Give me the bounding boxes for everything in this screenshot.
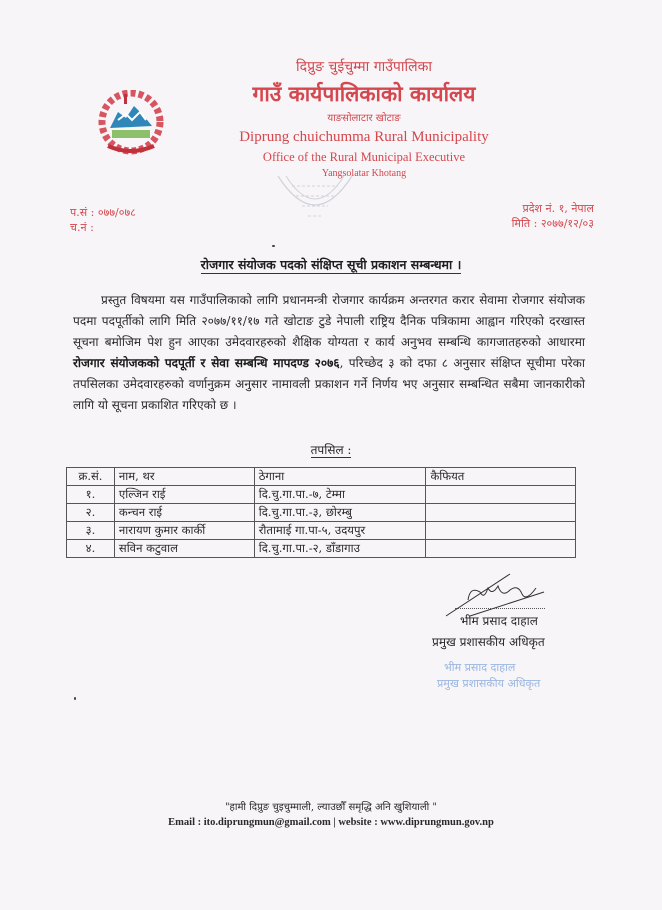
notice-body: प्रस्तुत विषयमा यस गाउँपालिकाको लागि प्रधानमन्त्री रोजगार कार्यक्रम अन्तरगत करार सेवामा रोजगार संयोजक पदमा पदपूर्तीको लागि मिति २०७७/११/१७ गते खोटाङ टुडे नेपाली राष्ट्रिय दैनिक पत्रिकामा आह्वान गरिएको दरखास्त सूचना बमोजिम पेश हुन आएका उमेदवारहरुको शैक्षिक योग्यता र कार्य अनुभव सम्बन्धि कागजातहरुको आधारमा रोजगार संयोजकको पदपूर्ती र सेवा सम्बन्धि मापदण्ड २०७६, परिच्छेद ३ को दफा ८ अनुसार संक्षिप्त सूचीमा परेका तपसिलका उमेदवारहरुको वर्णानुक्रम अनुसार नामावली प्रकाशन गर्ने निर्णय भए अनुसार सम्बन्धित सबैमा जानकारीको लागि यो सूचना प्रकाशित गरिएको छ । <box>73 293 585 412</box>
table-header-row <box>67 468 576 486</box>
header-name: नाम, थर <box>114 468 254 486</box>
table-row: २. कन्चन राई दि.चु.गा.पा.-३, छोरम्बु <box>67 504 576 522</box>
header-remarks: कैफियत <box>426 468 576 486</box>
dispatch-number: च.नं : <box>70 221 94 234</box>
municipality-name-en: Diprung chuichumma Rural Municipality <box>239 129 489 145</box>
table-row: १. एल्जिन राई दि.चु.गा.पा.-७, टेम्मा <box>67 486 576 504</box>
scan-speck <box>272 245 275 247</box>
reference-number: प.सं : ०७७/०७८ <box>70 206 136 219</box>
issue-date: मिति : २०७७/१२/०३ <box>511 217 594 230</box>
signatory-name: भीम प्रसाद दाहाल <box>460 614 538 628</box>
standard-reference: रोजगार संयोजकको पदपूर्ती र सेवा सम्बन्धि मापदण्ड २०७६ <box>73 356 340 370</box>
office-seal-stamp-icon <box>272 172 358 230</box>
municipality-name-np: दिप्रुङ चुईचुम्मा गाउँपालिका <box>296 59 432 75</box>
shortlist-table <box>66 467 576 558</box>
table-row: ४. सविन कटुवाल दि.चु.गा.पा.-२, डाँडागाउ <box>67 540 576 558</box>
stamp-signatory-name: भीम प्रसाद दाहाल <box>444 661 516 674</box>
table-row: ३. नारायण कुमार कार्की रौतामाई गा.पा-५, उदयपुर <box>67 522 576 540</box>
address-np: याङसोलाटार खोटाङ <box>327 113 401 124</box>
footer-contact: Email : ito.diprungmun@gmail.com | website : www.diprungmun.gov.np <box>168 817 494 828</box>
stamp-signatory-title: प्रमुख प्रशासकीय अधिकृत <box>437 677 541 690</box>
header-sn: क्र.सं. <box>67 468 115 486</box>
office-name-en: Office of the Rural Municipal Executive <box>262 150 466 164</box>
address-en: Yangsolatar Khotang <box>321 168 407 179</box>
footer-motto: "हामी दिप्रुङ चुइचुम्माली, ल्याउछौँ समृद्धि अनि खुशियाली " <box>224 802 438 813</box>
signature-line <box>455 608 545 609</box>
scan-speck <box>74 697 76 700</box>
details-heading: तपसिल : <box>310 443 352 457</box>
province-label: प्रदेश नं. १, नेपाल <box>522 202 594 215</box>
signatory-title: प्रमुख प्रशासकीय अधिकृत <box>432 635 545 649</box>
header-address: ठेगाना <box>254 468 426 486</box>
subject-heading: रोजगार संयोजक पदको संक्षिप्त सूची प्रकाशन सम्बन्धमा । <box>200 257 462 272</box>
date-block <box>512 201 594 231</box>
office-name-np: गाउँ कार्यपालिकाको कार्यालय <box>252 81 476 106</box>
reference-block <box>70 205 136 235</box>
